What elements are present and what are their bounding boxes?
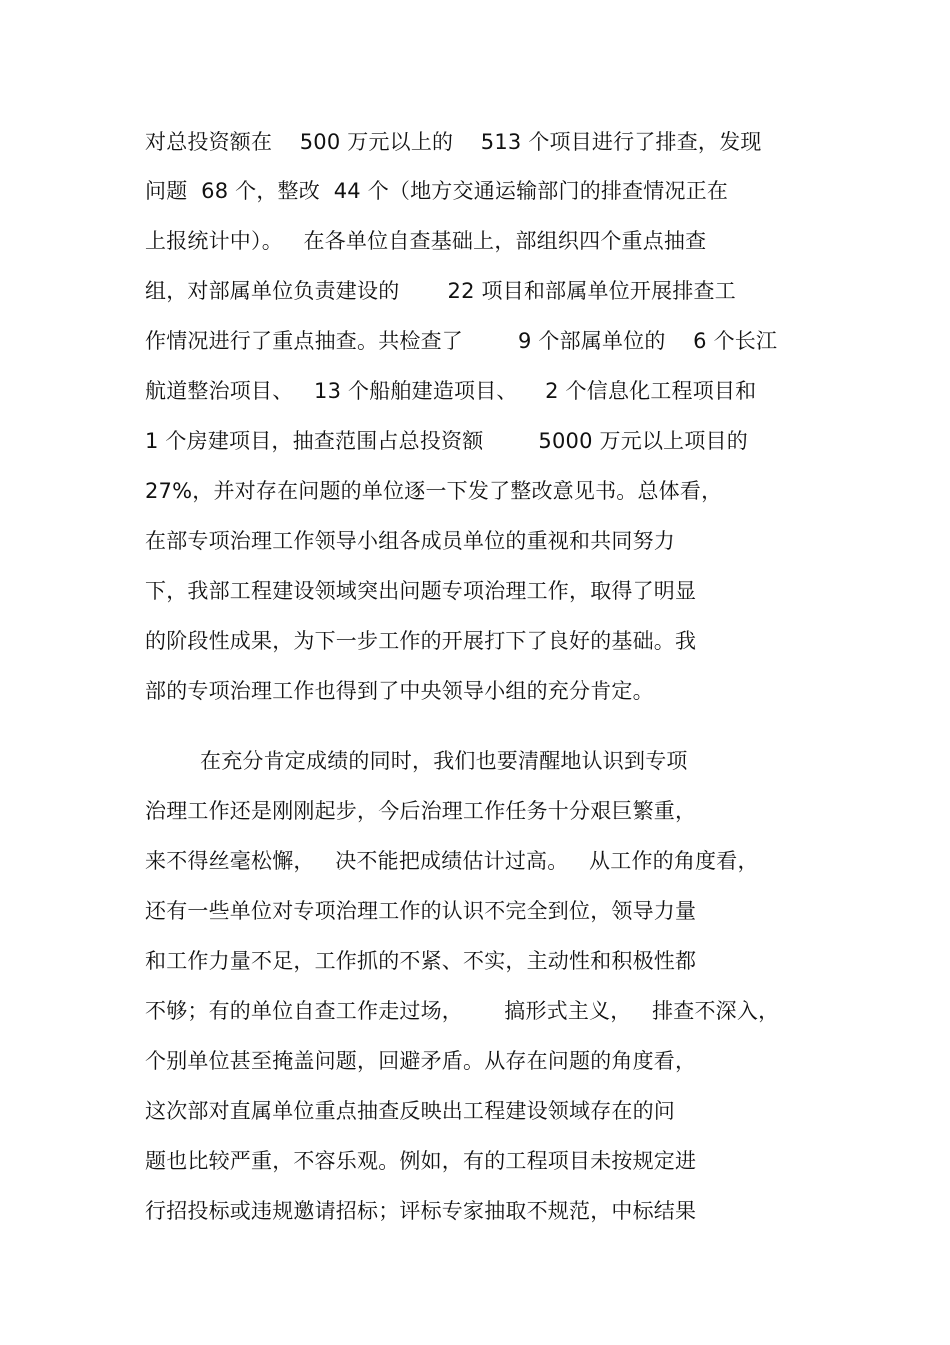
- text-line: 在部专项治理工作领导小组各成员单位的重视和共同努力: [145, 529, 675, 553]
- text-line: 题也比较严重，不容乐观。例如，有的工程项目未按规定进: [145, 1149, 697, 1173]
- text-line: 还有一些单位对专项治理工作的认识不完全到位，领导力量: [145, 899, 697, 923]
- text-line: 上报统计中）。 在各单位自查基础上，部组织四个重点抽查: [145, 229, 707, 253]
- text-line: 27%，并对存在问题的单位逐一下发了整改意见书。总体看，: [145, 479, 723, 503]
- text-line: 下，我部工程建设领域突出问题专项治理工作，取得了明显: [145, 579, 697, 603]
- text-line: 作情况进行了重点抽查。共检查了 9 个部属单位的 6 个长江: [145, 329, 778, 353]
- text-line: 和工作力量不足，工作抓的不紧、不实，主动性和积极性都: [145, 949, 697, 973]
- text-line: 组，对部属单位负责建设的 22 项目和部属单位开展排查工: [145, 279, 736, 303]
- text-line: 行招投标或违规邀请招标；评标专家抽取不规范，中标结果: [145, 1199, 697, 1223]
- text-line: 1 个房建项目，抽查范围占总投资额 5000 万元以上项目的: [145, 429, 748, 453]
- paragraph-start-line: 在充分肯定成绩的同时，我们也要清醒地认识到专项: [145, 749, 688, 773]
- text-line: 这次部对直属单位重点抽查反映出工程建设领域存在的问: [145, 1099, 675, 1123]
- text-line: 对总投资额在 500 万元以上的 513 个项目进行了排查，发现: [145, 130, 762, 154]
- text-line: 不够；有的单位自查工作走过场， 搞形式主义， 排查不深入，: [145, 999, 780, 1023]
- text-line: 航道整治项目、 13 个船舶建造项目、 2 个信息化工程项目和: [145, 379, 757, 403]
- text-line: 来不得丝毫松懈， 决不能把成绩估计过高。 从工作的角度看，: [145, 849, 759, 873]
- text-line: 部的专项治理工作也得到了中央领导小组的充分肯定。: [145, 679, 654, 703]
- text-line: 的阶段性成果，为下一步工作的开展打下了良好的基础。我: [145, 629, 697, 653]
- text-line: 个别单位甚至掩盖问题，回避矛盾。从存在问题的角度看，: [145, 1049, 697, 1073]
- text-line: 问题 68 个，整改 44 个（地方交通运输部门的排查情况正在: [145, 179, 729, 203]
- text-line: 治理工作还是刚刚起步，今后治理工作任务十分艰巨繁重，: [145, 799, 697, 823]
